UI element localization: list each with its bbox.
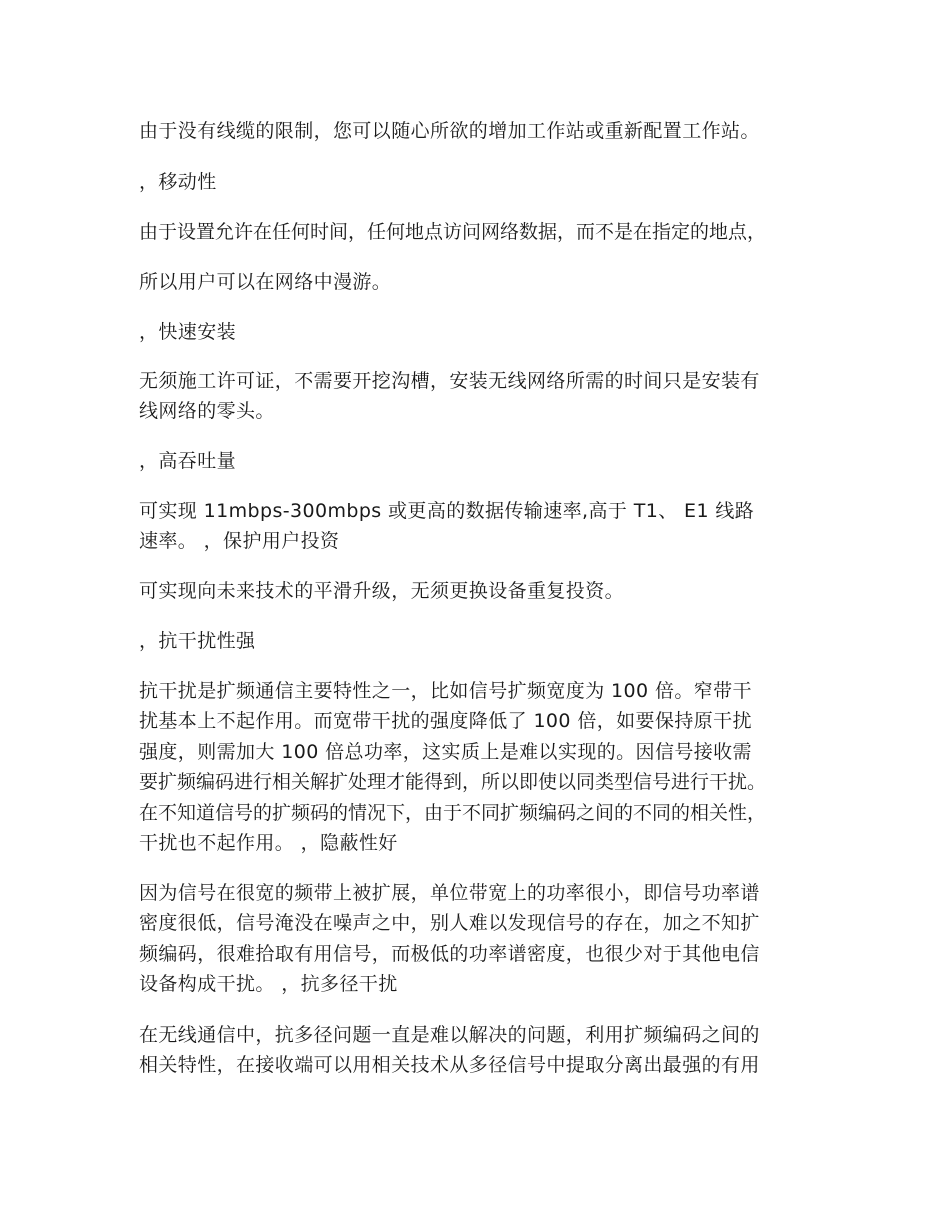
paragraph-line: 设备构成干扰。 ，抗多径干扰 (139, 973, 398, 995)
paragraph-line: 密度很低，信号淹没在噪声之中，别人难以发现信号的存在，加之不知扩 (139, 912, 760, 934)
section-heading-quick-install: ，快速安装 (139, 321, 237, 343)
paragraph-line: 可实现 11mbps-300mbps 或更高的数据传输速率,高于 T1、 E1 线路 (139, 500, 755, 522)
paragraph-line: 抗干扰是扩频通信主要特性之一，比如信号扩频宽度为 100 倍。窄带干 (139, 680, 752, 702)
paragraph-line: 由于设置允许在任何时间，任何地点访问网络数据，而不是在指定的地点， (139, 221, 767, 243)
section-heading-high-throughput: ，高吞吐量 (139, 450, 237, 472)
paragraph-line: 无须施工许可证，不需要开挖沟槽，安装无线网络所需的时间只是安装有 (139, 370, 760, 392)
paragraph-line: 因为信号在很宽的频带上被扩展，单位带宽上的功率很小，即信号功率谱 (139, 882, 760, 904)
paragraph-line: 在无线通信中，抗多径问题一直是难以解决的问题，利用扩频编码之间的 (139, 1024, 760, 1046)
section-heading-anti-interference: ，抗干扰性强 (139, 630, 256, 652)
section-heading-mobility: ，移动性 (139, 171, 217, 193)
paragraph-line: 所以用户可以在网络中漫游。 (139, 271, 392, 293)
paragraph-line: 可实现向未来技术的平滑升级，无须更换设备重复投资。 (139, 580, 625, 602)
paragraph-line: 频编码，很难拾取有用信号，而极低的功率谱密度，也很少对于其他电信 (139, 943, 760, 965)
paragraph-line: 在不知道信号的扩频码的情况下，由于不同扩频编码之间的不同的相关性， (139, 802, 767, 824)
paragraph-line: 相关特性，在接收端可以用相关技术从多径信号中提取分离出最强的有用 (139, 1054, 760, 1076)
paragraph-line: 速率。 ，保护用户投资 (139, 530, 340, 552)
paragraph-line: 由于没有线缆的限制，您可以随心所欲的增加工作站或重新配置工作站。 (139, 120, 760, 142)
paragraph-line: 干扰也不起作用。 ，隐蔽性好 (139, 832, 398, 854)
paragraph-line: 线网络的零头。 (139, 400, 275, 422)
paragraph-line: 要扩频编码进行相关解扩处理才能得到，所以即使以同类型信号进行干扰。 (139, 771, 767, 793)
paragraph-line: 强度，则需加大 100 倍总功率，这实质上是难以实现的。因信号接收需 (139, 741, 752, 763)
paragraph-line: 扰基本上不起作用。而宽带干扰的强度降低了 100 倍，如要保持原干扰 (139, 710, 752, 732)
